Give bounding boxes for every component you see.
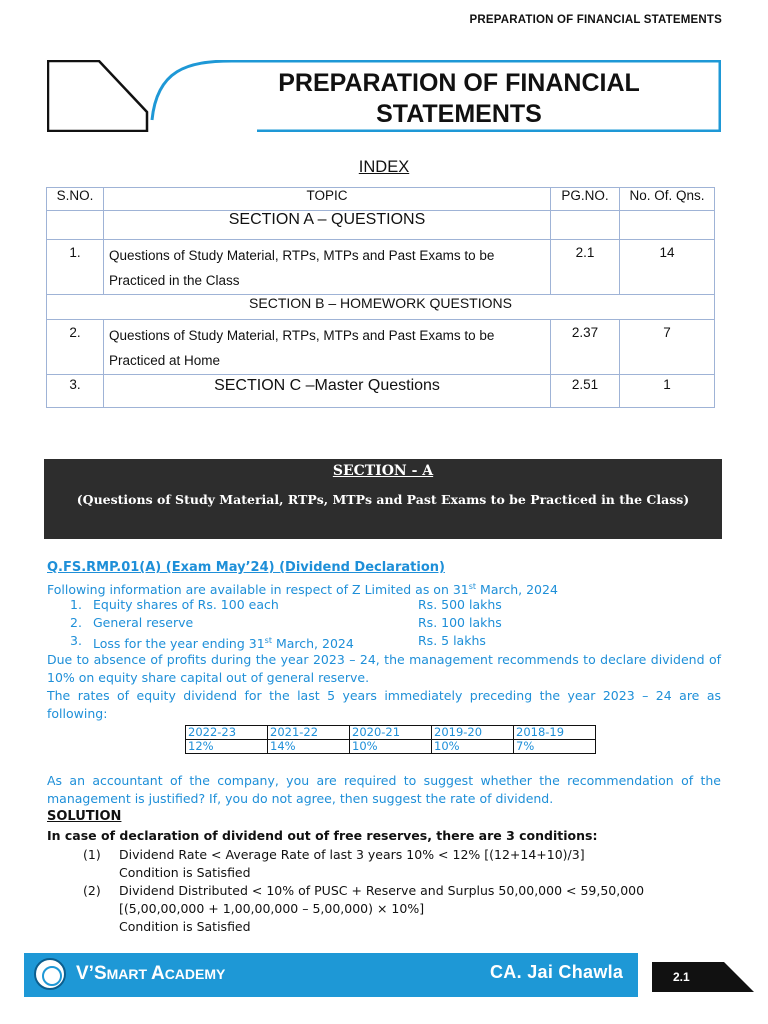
list-item-label: Equity shares of Rs. 100 each: [93, 597, 279, 612]
list-item-label: Loss for the year ending 31st March, 2024: [93, 636, 354, 652]
condition-1-number: (1): [83, 847, 101, 862]
condition-1-result: Condition is Satisfied: [119, 865, 251, 880]
section-a-subtitle: (Questions of Study Material, RTPs, MTPs and Past Exams to be Practiced in the Class): [76, 492, 690, 507]
document-title-line2: STATEMENTS: [376, 100, 542, 128]
table-row: [47, 375, 715, 408]
rate-year-cell: 2021-22: [268, 726, 350, 740]
conditions-heading: In case of declaration of dividend out of free reserves, there are 3 conditions:: [47, 828, 598, 843]
index-header-row: [47, 188, 715, 211]
list-item-num: 1.: [70, 597, 82, 612]
rate-year-cell: 2022-23: [186, 726, 268, 740]
index-table: [46, 187, 715, 408]
col-sno-header: S.NO.: [47, 188, 104, 211]
rates-values-row: [186, 740, 596, 754]
condition-2-number: (2): [83, 883, 101, 898]
rate-value-cell: 14%: [268, 740, 350, 754]
academy-name: V’SMART ACADEMY: [76, 963, 226, 984]
list-item-value: Rs. 500 lakhs: [418, 597, 502, 612]
row2-pgno: 2.37: [551, 320, 620, 375]
page-number: 2.1: [673, 970, 690, 984]
solution-heading: SOLUTION: [47, 809, 122, 824]
condition-2-result: Condition is Satisfied: [119, 919, 251, 934]
col-qns-header: No. Of. Qns.: [620, 188, 715, 211]
col-topic-header: TOPIC: [104, 188, 551, 211]
list-item-value: Rs. 5 lakhs: [418, 633, 486, 648]
running-header: PREPARATION OF FINANCIAL STATEMENTS: [469, 14, 722, 26]
row2-topic: Questions of Study Material, RTPs, MTPs and Past Exams to be Practiced at Home: [104, 320, 551, 375]
table-row: [47, 320, 715, 375]
row1-topic: Questions of Study Material, RTPs, MTPs and Past Exams to be Practiced in the Class: [104, 240, 551, 295]
rate-year-cell: 2018-19: [514, 726, 596, 740]
row1-sno: 1.: [47, 240, 104, 295]
question-para-3: As an accountant of the company, you are required to suggest whether the recommendation of the management is justified? If, you do not agree, then suggest the rate of dividend.: [47, 773, 721, 806]
rate-value-cell: 12%: [186, 740, 268, 754]
table-row: [47, 240, 715, 295]
academy-logo-icon: [34, 958, 66, 990]
condition-1-text: Dividend Rate < Average Rate of last 3 years 10% < 12% [(12+14+10)/3]: [119, 847, 585, 862]
row2-qns: 7: [620, 320, 715, 375]
author-name: CA. Jai Chawla: [490, 962, 624, 982]
rate-value-cell: 10%: [350, 740, 432, 754]
condition-2-text: Dividend Distributed < 10% of PUSC + Reserve and Surplus 50,00,000 < 59,50,000: [119, 883, 645, 898]
section-a-title: SECTION - A: [332, 463, 434, 479]
col-pgno-header: PG.NO.: [551, 188, 620, 211]
list-item-value: Rs. 100 lakhs: [418, 615, 502, 630]
condition-2-calc: [(5,00,00,000 + 1,00,00,000 – 5,00,000) × 10%]: [119, 901, 425, 916]
row3-qns: 1: [620, 375, 715, 408]
list-item-num: 2.: [70, 615, 82, 630]
list-item-label: General reserve: [93, 615, 194, 630]
section-b-label: SECTION B – HOMEWORK QUESTIONS: [47, 295, 715, 320]
row3-topic: SECTION C –Master Questions: [104, 375, 551, 408]
rate-year-cell: 2019-20: [432, 726, 514, 740]
rate-value-cell: 10%: [432, 740, 514, 754]
row1-pgno: 2.1: [551, 240, 620, 295]
question-title: Q.FS.RMP.01(A) (Exam May’24) (Dividend Declaration): [47, 560, 445, 575]
document-title-line1: PREPARATION OF FINANCIAL: [278, 69, 640, 97]
rates-years-row: [186, 726, 596, 740]
dividend-rates-table: [185, 725, 596, 754]
row1-qns: 14: [620, 240, 715, 295]
section-b-row: [47, 295, 715, 320]
rate-value-cell: 7%: [514, 740, 596, 754]
index-heading: INDEX: [358, 158, 410, 176]
page-number-tab: [652, 962, 754, 992]
row3-pgno: 2.51: [551, 375, 620, 408]
question-intro: Following information are available in respect of Z Limited as on 31st March, 2024: [47, 582, 558, 598]
row3-sno: 3.: [47, 375, 104, 408]
question-para-1: Due to absence of profits during the year 2023 – 24, the management recommends to declare dividend of 10% on equity share capital out of general reserve.: [47, 652, 721, 685]
row2-sno: 2.: [47, 320, 104, 375]
question-para-2: The rates of equity dividend for the last 5 years immediately preceding the year 2023 – 24 are as following:: [47, 688, 721, 721]
section-a-label: SECTION A – QUESTIONS: [104, 211, 551, 240]
document-title: [217, 68, 701, 130]
section-a-banner: [44, 459, 722, 539]
title-block: [47, 60, 721, 132]
rate-year-cell: 2020-21: [350, 726, 432, 740]
section-a-row: [47, 211, 715, 240]
list-item-num: 3.: [70, 633, 82, 648]
